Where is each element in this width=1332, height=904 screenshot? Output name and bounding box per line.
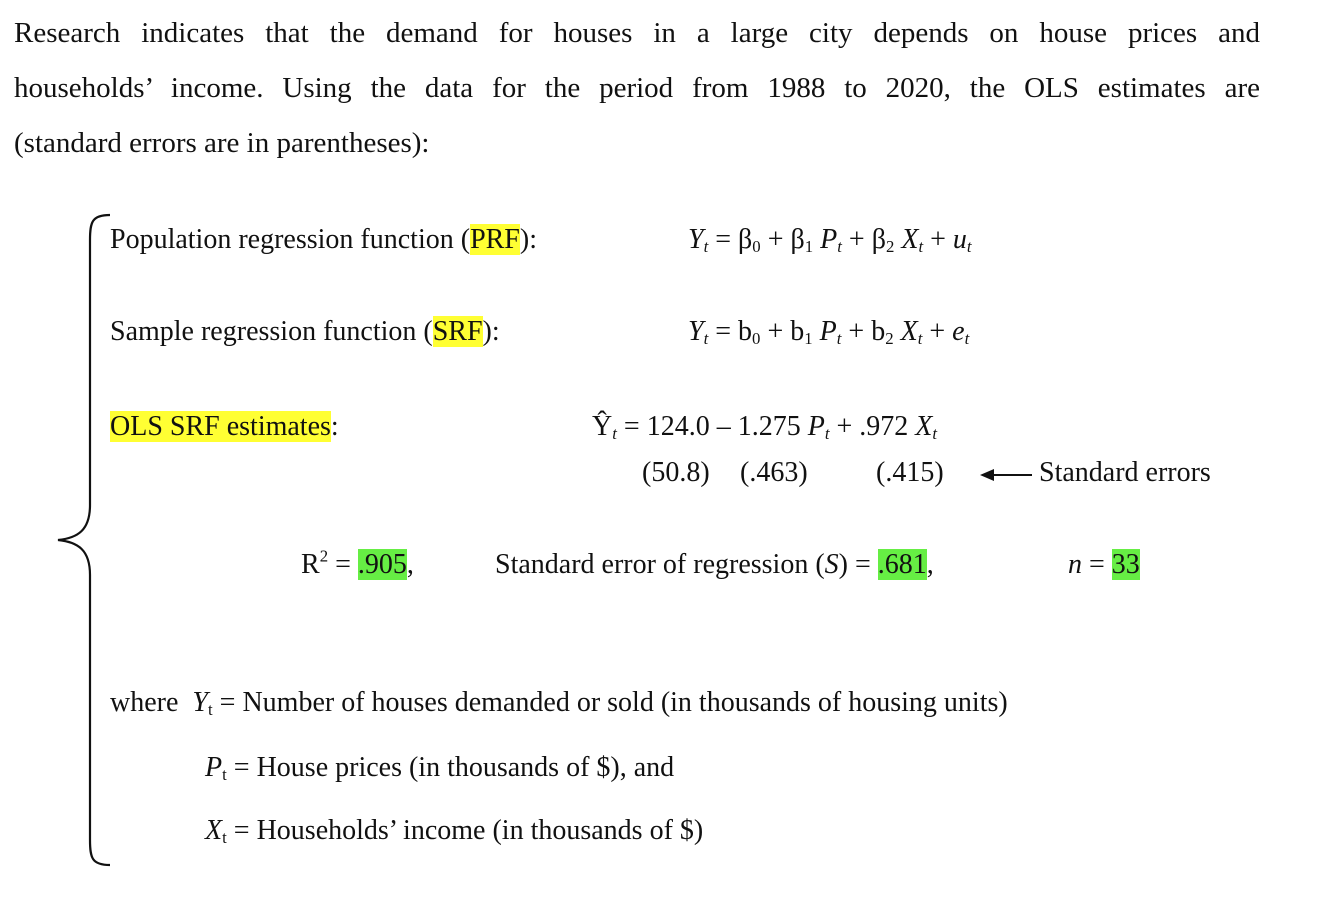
- coef-p-value: 1.275: [737, 411, 801, 442]
- intro-line-3: (standard errors are in parentheses):: [14, 127, 430, 159]
- srf-label: Sample regression function (SRF):: [110, 316, 500, 347]
- se-2: (.415): [876, 457, 944, 488]
- intro-line-1: Research indicates that the demand for houses in a large city depends on house prices and: [14, 17, 1260, 49]
- ols-equation: $Ŷ_t = 124.0 - 1.275$ $P_t + .972$ $X_t$: [592, 411, 938, 444]
- ser: Standard error of regression (S) = .681,: [495, 549, 934, 580]
- prf-label: Population regression function (PRF):: [110, 224, 537, 255]
- r-squared-value: .905: [357, 549, 407, 580]
- intro-line-2: households’ income. Using the data for the period from 1988 to 2020, the OLS estimates are: [14, 72, 1260, 104]
- left-brace: [50, 210, 120, 870]
- se-annotation: [980, 457, 1211, 489]
- ser-value: .681: [877, 549, 927, 580]
- srf-abbr: SRF: [432, 316, 483, 347]
- def-p: $P_t$ = House prices (in thousands of $), and: [205, 752, 675, 785]
- coef-x-value: .972: [859, 411, 909, 442]
- prf-equation: $Y_t = \beta_0 + \beta_1$ $P_t + \beta_2$ $X_t + u_t$: [688, 224, 972, 257]
- left-arrow-icon: [980, 467, 1032, 483]
- intro-paragraph: [14, 6, 1260, 171]
- def-y: where $Y_t$ = Number of houses demanded or sold (in thousands of housing units): [110, 687, 1008, 720]
- intercept-value: 124.0: [646, 411, 710, 442]
- sample-size: n = 33: [1068, 549, 1140, 580]
- r-squared: $R^2 = .905$,: [301, 546, 414, 580]
- ols-label: OLS SRF estimates:: [110, 411, 339, 442]
- prf-abbr: PRF: [470, 224, 520, 255]
- def-x: $X_t$ = Households’ income (in thousands of $): [205, 815, 704, 848]
- se-0: (50.8): [642, 457, 710, 488]
- se-1: (.463): [740, 457, 808, 488]
- se-label: Standard errors: [1039, 457, 1211, 488]
- srf-equation: $Y_t = b_0 + b_1$ $P_t + b_2$ $X_t + e_t$: [688, 316, 970, 349]
- sample-size-value: 33: [1111, 549, 1140, 580]
